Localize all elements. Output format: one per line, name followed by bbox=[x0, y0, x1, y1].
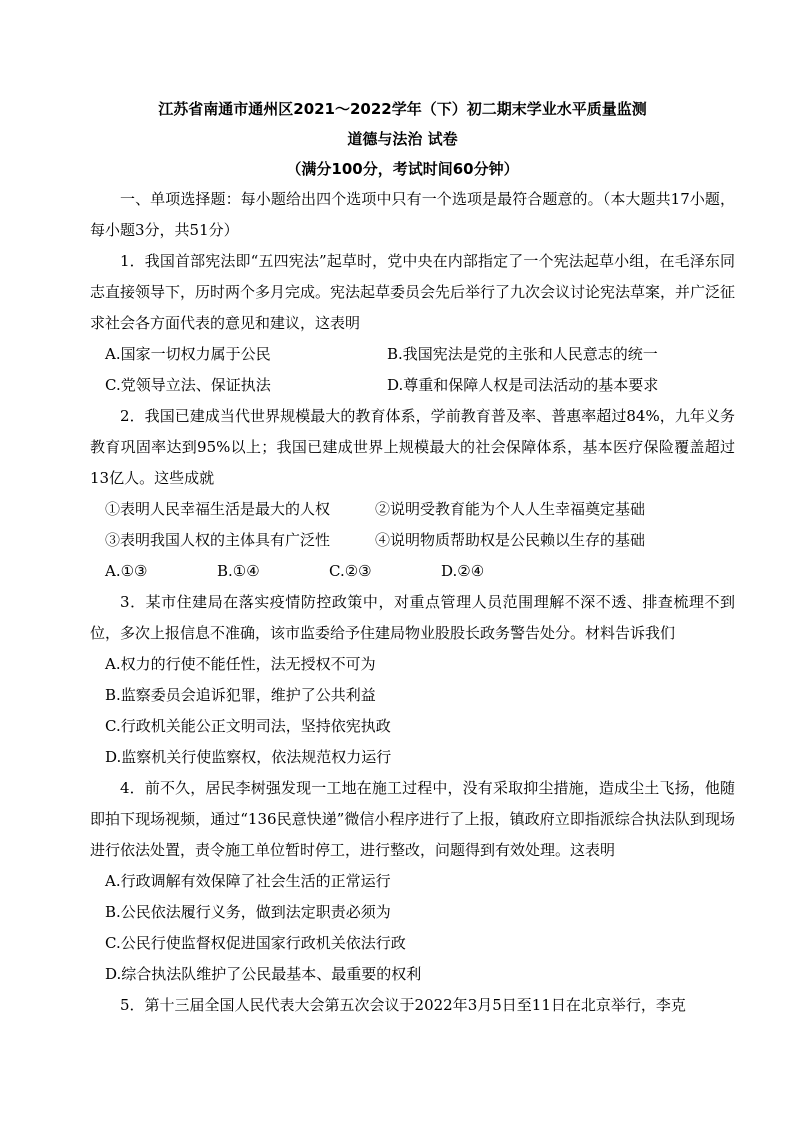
exam-header bbox=[70, 94, 735, 184]
question-2-option-b: B.①④ bbox=[217, 562, 260, 580]
question-1-options-ab bbox=[90, 339, 735, 370]
question-1-option-b: B.我国宪法是党的主张和人民意志的统一 bbox=[387, 345, 658, 363]
question-3-option-a: A.权力的行使不能任性，法无授权不可为 bbox=[105, 655, 376, 673]
question-2-statement-4: ④说明物质帮助权是公民赖以生存的基础 bbox=[375, 531, 646, 549]
question-3-option-c: C.行政机关能公正文明司法，坚持依宪执政 bbox=[105, 717, 391, 735]
question-4-option-c: C.公民行使监督权促进国家行政机关依法行政 bbox=[105, 934, 406, 952]
exam-content bbox=[90, 184, 735, 1021]
question-4-option-b: B.公民依法履行义务，做到法定职责必须为 bbox=[105, 903, 391, 921]
question-4-option-d: D.综合执法队维护了公民最基本、最重要的权利 bbox=[105, 965, 422, 983]
question-2-option-c: C.②③ bbox=[329, 562, 372, 580]
exam-note: （满分100分，考试时间60分钟） bbox=[286, 160, 519, 178]
question-1-stem: 1．我国首部宪法即“五四宪法”起草时，党中央在内部指定了一个宪法起草小组，在毛泽东同志直接领导下，历时两个多月完成。宪法起草委员会先后举行了九次会议讨论宪法草案，并广泛征求社会各方面代表的意见和建议，这表明 bbox=[90, 252, 736, 332]
question-2-option-a: A.①③ bbox=[105, 562, 148, 580]
question-4-option-a: A.行政调解有效保障了社会生活的正常运行 bbox=[105, 872, 391, 890]
question-2-statements-34 bbox=[90, 525, 735, 556]
question-2-option-d: D.②④ bbox=[441, 562, 485, 580]
question-3-option-d: D.监察机关行使监察权，依法规范权力运行 bbox=[105, 748, 392, 766]
question-2-statements-12 bbox=[90, 494, 735, 525]
question-2-statement-1: ①表明人民幸福生活是最大的人权 bbox=[105, 500, 331, 518]
question-1-option-a: A.国家一切权力属于公民 bbox=[105, 345, 271, 363]
question-4-stem: 4．前不久，居民李树强发现一工地在施工过程中，没有采取抑尘措施，造成尘土飞扬，他随即拍下现场视频，通过“136民意快递”微信小程序进行了上报，镇政府立即指派综合执法队到现场进行依法处置，责令施工单位暂时停工，进行整改，问题得到有效处理。这表明 bbox=[90, 779, 735, 859]
question-5-stem: 5．第十三届全国人民代表大会第五次会议于2022年3月5日至11日在北京举行，李克 bbox=[120, 996, 686, 1014]
question-3-option-b: B.监察委员会追诉犯罪，维护了公共利益 bbox=[105, 686, 376, 704]
section-intro: 一、单项选择题：每小题给出四个选项中只有一个选项是最符合题意的。（本大题共17小题，每小题3分，共51分） bbox=[90, 190, 735, 239]
question-2-options bbox=[90, 556, 735, 587]
exam-title: 江苏省南通市通州区2021～2022学年（下）初二期末学业水平质量监测 bbox=[158, 100, 647, 118]
question-3-stem: 3．某市住建局在落实疫情防控政策中，对重点管理人员范围理解不深不透、排查梳理不到位，多次上报信息不准确，该市监委给予住建局物业股股长政务警告处分。材料告诉我们 bbox=[90, 593, 735, 642]
question-2-statement-3: ③表明我国人权的主体具有广泛性 bbox=[105, 531, 331, 549]
question-2-statement-2: ②说明受教育能为个人人生幸福奠定基础 bbox=[375, 500, 646, 518]
exam-subject: 道德与法治 试卷 bbox=[347, 130, 458, 148]
question-1-option-c: C.党领导立法、保证执法 bbox=[105, 376, 271, 394]
question-1-options-cd bbox=[90, 370, 735, 401]
question-2-stem: 2．我国已建成当代世界规模最大的教育体系，学前教育普及率、普惠率超过84%，九年义务教育巩固率达到95%以上；我国已建成世界上规模最大的社会保障体系，基本医疗保险覆盖超过13亿人。这些成就 bbox=[90, 407, 735, 487]
question-1-option-d: D.尊重和保障人权是司法活动的基本要求 bbox=[387, 376, 659, 394]
